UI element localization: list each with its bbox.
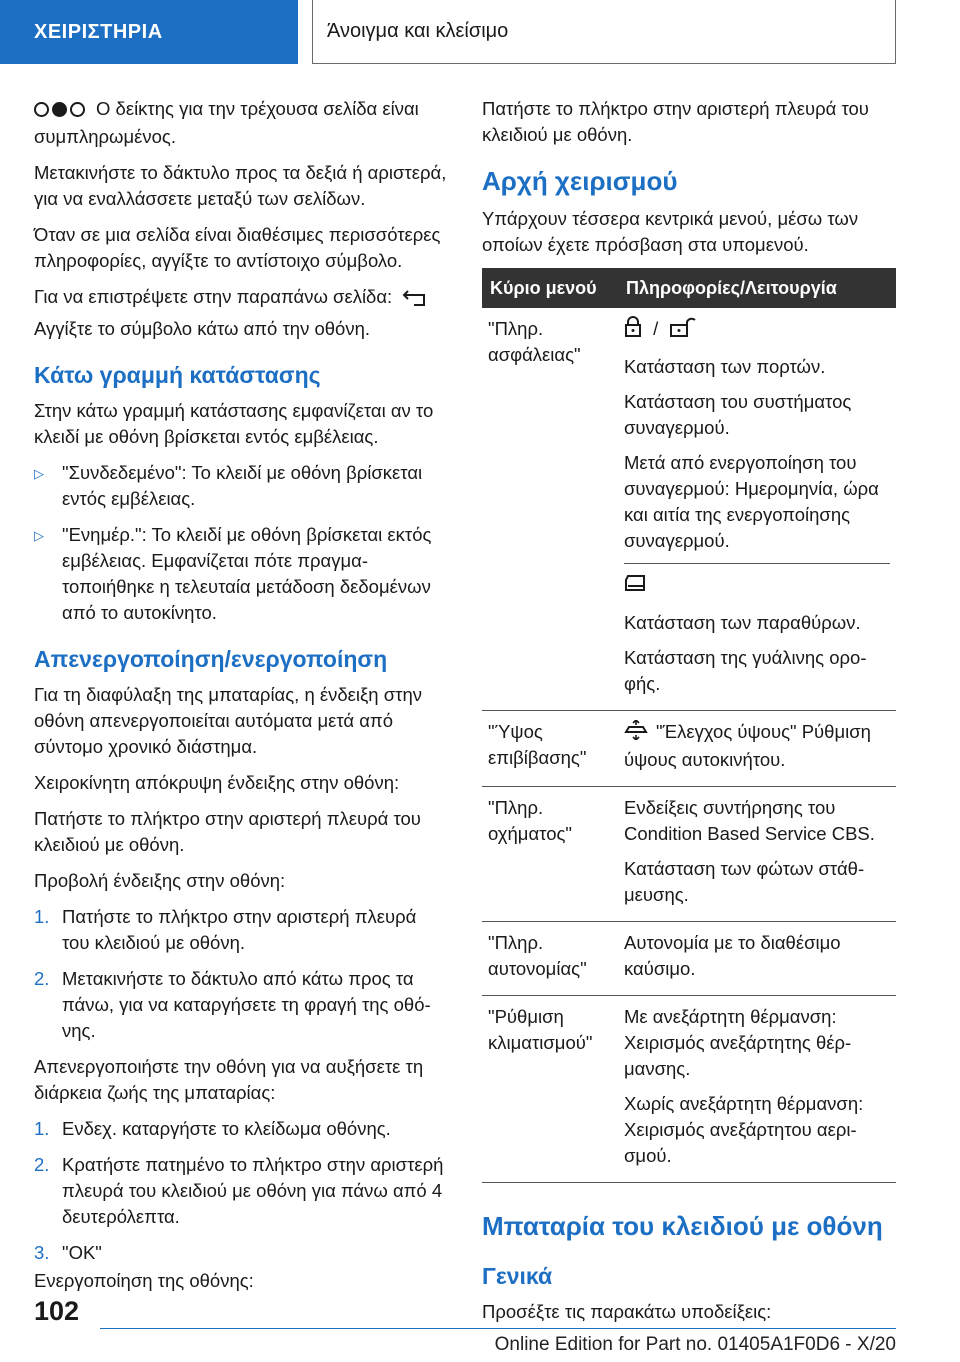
table-cell: Ενδείξεις συντήρησης του Condition Based Service CBS. Κατάσταση των φώτων στάθμευσης. bbox=[618, 786, 896, 921]
right-column bbox=[482, 96, 896, 1335]
paragraph: Προβολή ένδειξης στην οθόνη: bbox=[34, 870, 286, 891]
paragraph: Υπάρχουν τέσσερα κεντρικά μενού, μέσω των οποίων έχετε πρόσβαση στα υπομενού. bbox=[482, 208, 859, 255]
table-row bbox=[482, 711, 896, 787]
list-item: 3. "OK" bbox=[34, 1242, 102, 1263]
paragraph: Στην κάτω γραμμή κατάστασης εμφανίζεται αν το κλειδί με οθόνη βρίσκεται εντός εμβέλειας. bbox=[34, 400, 434, 447]
heading-general: Γενικά bbox=[482, 1262, 553, 1289]
heading-deactivation: Απενεργοποίηση/ενεργοποίηση bbox=[34, 646, 388, 672]
left-column bbox=[34, 96, 448, 1304]
paragraph: Πατήστε το πλήκτρο στην αριστερή πλευρά του κλειδιού με οθόνη. bbox=[34, 808, 421, 855]
triangle-bullet-icon: ▷ bbox=[34, 466, 44, 481]
table-cell: Αυτονομία με το διαθέσιμο καύσιμο. bbox=[618, 921, 896, 995]
triangle-bullet-icon: ▷ bbox=[34, 528, 44, 543]
footer-edition: Online Edition for Part no. 01405A1F0D6 - X/20 bbox=[494, 1334, 896, 1355]
paragraph: Προσέξτε τις παρακάτω υποδείξεις: bbox=[482, 1300, 772, 1322]
paragraph: Για τη διαφύλαξη της μπαταρίας, η ένδειξη στην οθόνη απενεργοποιείται αυτόματα μετά από σύντομο χρονικό διάστημα. bbox=[34, 684, 423, 757]
footer-divider bbox=[100, 1328, 896, 1329]
table-row bbox=[482, 786, 896, 921]
table-header-info: Πληροφορίες/Λειτουργία bbox=[618, 268, 896, 308]
heading-battery: Μπαταρία του κλειδιού με οθόνη bbox=[482, 1210, 883, 1241]
chapter-tab bbox=[312, 0, 896, 64]
back-arrow-icon bbox=[402, 288, 428, 314]
lock-closed-icon bbox=[624, 316, 642, 345]
list-item: 2. Κρατήστε πατημένο το πλήκτρο στην αριστερή πλευρά του κλειδιού με οθόνη για πάνω από 4 δευτερόλεπτα. bbox=[34, 1154, 444, 1227]
list-item: ▷ "Ενημέρ.": Το κλειδί με οθόνη βρίσκεται εκτός εμβέλειας. Εμφανίζεται πότε πραγματοποιήθηκε η τελευταία μετάδοση δεδομένων από το αυτοκίνητο. bbox=[34, 522, 448, 626]
table-row bbox=[482, 995, 896, 1182]
table-cell: "Έλεγχος ύψους" Ρύθμιση ύψους αυτοκινήτου. bbox=[618, 711, 896, 787]
list-item: 1. Ενδεχ. καταργήστε το κλείδωμα οθόνης. bbox=[34, 1118, 391, 1139]
paragraph: Ενεργοποίηση της οθόνης: bbox=[34, 1270, 254, 1291]
heading-basic-operation: Αρχή χειρισμού bbox=[482, 166, 678, 196]
table-cell: "Ρύθμιση κλιματισμού" bbox=[482, 995, 618, 1182]
heading-status-bar: Κάτω γραμμή κατάστασης bbox=[34, 362, 321, 388]
table-cell: Με ανεξάρτητη θέρμανση: Χειρισμός ανεξάρτητης θέρμανσης. Χωρίς ανεξάρτητη θέρμανση: Χειρισμός ανεξάρτητου αερισμού. bbox=[618, 995, 896, 1182]
paragraph: Απενεργοποιήστε την οθόνη για να αυξήσετε τη διάρκεια ζωής της μπαταρίας: bbox=[34, 1056, 424, 1103]
section-tab bbox=[0, 0, 298, 64]
table-cell: "Πληρ. ασφάλειας" bbox=[482, 308, 618, 711]
table-row bbox=[482, 308, 896, 711]
chapter-title: Άνοιγμα και κλείσιμο bbox=[327, 20, 509, 42]
menu-table bbox=[482, 268, 896, 1183]
lock-open-icon bbox=[669, 316, 697, 345]
table-cell: / Κατάσταση των πορτών. Κατάσταση του συστήματος συναγερμού. Μετά από ενεργοποίηση του συναγερμού: Ημερομηνία, ώρα και αιτία της ενεργοποίησης συναγερμού. Κατάσταση των παραθύρων. Κατάσταση της γυάλινης οροφής. bbox=[618, 308, 896, 711]
page-dots-icon bbox=[34, 98, 88, 124]
paragraph: Πατήστε το πλήκτρο στην αριστερή πλευρά του κλειδιού με οθόνη. bbox=[482, 98, 869, 145]
paragraph: Όταν σε μια σελίδα είναι διαθέσιμες περισσότερες πληροφορίες, αγγίξτε το αντίστοιχο σύμβολο. bbox=[34, 224, 441, 271]
page-number: 102 bbox=[34, 1296, 80, 1326]
paragraph: Μετακινήστε το δάκτυλο προς τα δεξιά ή αριστερά, για να εναλλάσσετε μεταξύ των σελίδων. bbox=[34, 162, 447, 209]
paragraph: Για να επιστρέψετε στην παραπάνω σελίδα: bbox=[34, 284, 448, 314]
section-title: ΧΕΙΡΙΣΤΗΡΙΑ bbox=[34, 20, 163, 43]
list-item: 1. Πατήστε το πλήκτρο στην αριστερή πλευρά του κλειδιού με οθόνη. bbox=[34, 906, 417, 953]
paragraph: Χειροκίνητη απόκρυψη ένδειξης στην οθόνη: bbox=[34, 772, 400, 793]
page-indicator-paragraph: Ο δείκτης για την τρέχουσα σελίδα είναι συμπληρωμένος. bbox=[34, 98, 419, 147]
list-item: 2. Μετακινήστε το δάκτυλο από κάτω προς τα πάνω, για να καταργήσετε τη φραγή της οθόνης. bbox=[34, 968, 431, 1041]
window-icon bbox=[624, 572, 650, 601]
table-cell: "Πληρ. οχήματος" bbox=[482, 786, 618, 921]
list-item: ▷ "Συνδεδεμένο": Το κλειδί με οθόνη βρίσκεται εντός εμβέλειας. bbox=[34, 460, 448, 512]
table-row bbox=[482, 921, 896, 995]
table-cell: "Πληρ. αυτονομίας" bbox=[482, 921, 618, 995]
paragraph: Αγγίξτε το σύμβολο κάτω από την οθόνη. bbox=[34, 318, 371, 339]
table-cell: "Ύψος επιβίβασης" bbox=[482, 711, 618, 787]
vehicle-height-icon bbox=[624, 720, 648, 747]
table-header-menu: Κύριο μενού bbox=[482, 268, 618, 308]
